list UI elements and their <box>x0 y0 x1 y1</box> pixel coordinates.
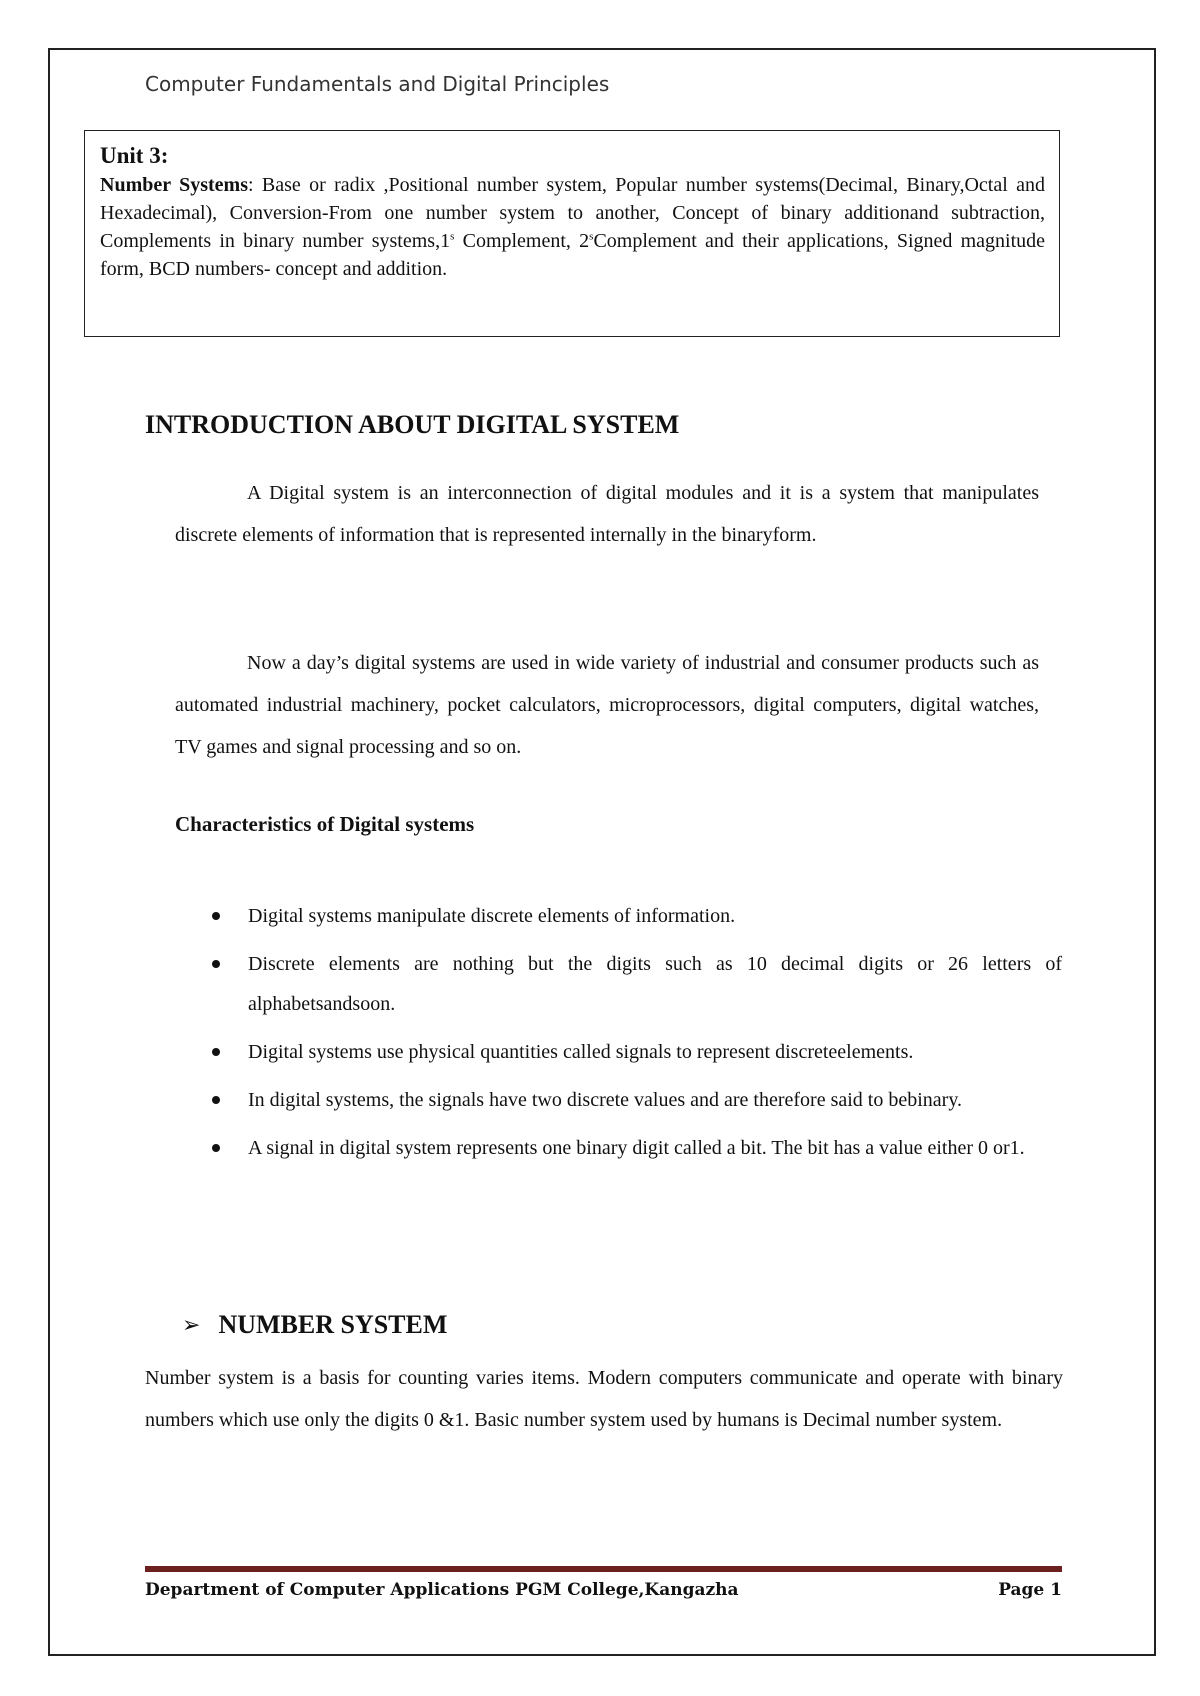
characteristics-list <box>200 896 1062 1176</box>
list-item-text: A signal in digital system represents one binary digit called a bit. The bit has a value either 0 or1. <box>248 1137 1025 1159</box>
unit-title: Unit 3: <box>100 143 169 168</box>
running-header: Computer Fundamentals and Digital Principles <box>145 72 610 96</box>
list-item <box>200 1128 1062 1168</box>
intro-paragraph-2 <box>175 642 1039 768</box>
unit-syllabus-box <box>84 130 1060 337</box>
number-system-title <box>182 1310 447 1340</box>
list-item <box>200 1032 1062 1072</box>
list-item-text: Digital systems use physical quantities called signals to represent discreteelements. <box>248 1041 914 1063</box>
bullet-icon <box>212 960 220 968</box>
bullet-icon <box>212 1096 220 1104</box>
unit-topic-label: Number Systems <box>100 174 248 196</box>
bullet-icon <box>212 912 220 920</box>
list-item-text: Discrete elements are nothing but the digits such as 10 decimal digits or 26 letters of alphabetsandsoon. <box>248 953 1062 1015</box>
intro-paragraph-1 <box>175 472 1039 556</box>
list-item <box>200 944 1062 1024</box>
characteristics-heading: Characteristics of Digital systems <box>175 812 475 836</box>
intro-paragraph-1-text: A Digital system is an interconnection of digital modules and it is a system that manipulates discrete elements of information that is represented internally in the binaryform. <box>175 482 1039 546</box>
bullet-icon <box>212 1048 220 1056</box>
unit-sup-1: s <box>450 230 455 243</box>
intro-paragraph-2-text: Now a day’s digital systems are used in wide variety of industrial and consumer products such as automated industrial machinery, pocket calculators, microprocessors, digital computers, digital watches, TV games and signal processing and so on. <box>175 652 1039 758</box>
footer-rule <box>145 1566 1062 1572</box>
bullet-icon <box>212 1144 220 1152</box>
footer-page-number: Page 1 <box>998 1580 1062 1600</box>
unit-text-b: Complement, 2 <box>454 230 590 252</box>
unit-description <box>100 171 1045 283</box>
unit-sup-2: s <box>589 230 594 243</box>
list-item-text: In digital systems, the signals have two discrete values and are therefore said to bebinary. <box>248 1089 963 1111</box>
unit-text-c: Complement and their applications, Signed magnitude form, BCD numbers- concept and addition. <box>100 230 1046 280</box>
list-item <box>200 896 1062 936</box>
footer-department: Department of Computer Applications PGM College,Kangazha <box>145 1580 739 1600</box>
unit-text-a: : Base or radix ,Positional number system, Popular number systems(Decimal, Binary,Octal and Hexadecimal), Conversion-From one number system to another, Concept of binary additionand subtraction, Complements in binary number systems,1 <box>100 174 1045 252</box>
number-system-paragraph: Number system is a basis for counting varies items. Modern computers communicate and operate with binary numbers which use only the digits 0 &1. Basic number system used by humans is Decimal number system. <box>145 1367 1063 1431</box>
list-item-text: Digital systems manipulate discrete elements of information. <box>248 905 736 927</box>
arrow-bullet-icon: ➢ <box>182 1312 201 1338</box>
number-system-title-text: NUMBER SYSTEM <box>218 1310 448 1339</box>
intro-section-title: INTRODUCTION ABOUT DIGITAL SYSTEM <box>145 410 680 439</box>
list-item <box>200 1080 1062 1120</box>
